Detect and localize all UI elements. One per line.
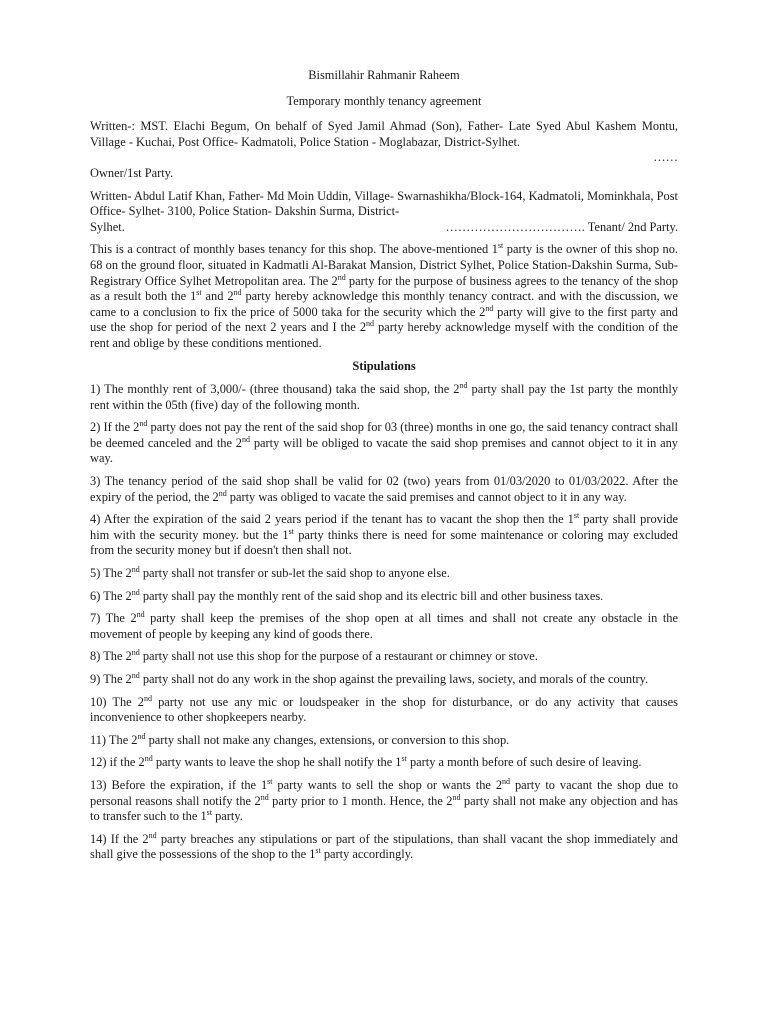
party2-dots: ……………………………. [445, 219, 585, 234]
party1-role: Owner/1st Party. [90, 165, 174, 180]
stipulation-8: 8) The 2nd party shall not use this shop for the purpose of a restaurant or chimney or stove. [90, 648, 538, 664]
stipulation-4: 4) After the expiration of the said 2 years period if the tenant has to vacant the shop then the 1st party shall provide him with the security money. but the 1st party thinks there is need for some maintenance or coloring may excluded from the security money but if doesn't then shall not. [90, 511, 679, 558]
stipulations-heading: Stipulations [352, 358, 416, 373]
stipulation-5: 5) The 2nd party shall not transfer or sub-let the said shop to anyone else. [90, 564, 450, 581]
stipulation-1: 1) The monthly rent of 3,000/- (three thousand) taka the said shop, the 2nd party shall pay the 1st party the monthly rent within the 05th (five) day of the following month. [90, 380, 679, 412]
document-subtitle: Temporary monthly tenancy agreement [286, 93, 482, 108]
stipulation-10: 10) The 2nd party not use any mic or loudspeaker in the shop for disturbance, or do any activity that causes inconvenience to other shopkeepers nearby. [90, 693, 678, 725]
party1-text: Written-: MST. Elachi Begum, On behalf of Syed Jamil Ahmad (Son), Father- Late Syed Abul Kashem Montu, Village - Kuchai, Post Office- Kadmatoli, Police Station - Moglabazar, District-Sylhet. [90, 119, 678, 149]
party1-paragraph [90, 119, 678, 181]
party2-text: Written- Abdul Latif Khan, Father- Md Moin Uddin, Village- Swarnashikha/Block-164, Kadmatoli, Mominkhala, Post Office- Sylhet- 3100, Police Station- Dakshin Surma, District- [90, 188, 678, 219]
party2-last-word: Sylhet. [90, 219, 125, 234]
party1-dots: …… [653, 150, 678, 165]
document-title: Bismillahir Rahmanir Raheem [308, 68, 460, 82]
stipulation-2: 2) If the 2nd party does not pay the rent of the said shop for 03 (three) months in one go, the said tenancy contract shall be deemed canceled and the 2nd party will be obliged to vacate the said shop premises and cannot object to it in any way. [90, 419, 678, 466]
stipulation-13: 13) Before the expiration, if the 1st party wants to sell the shop or wants the 2nd party to vacant the shop due to personal reasons shall notify the 2nd party prior to 1 month. Hence, the 2nd party shall not make any objection and has to transfer such to the 1st party. [90, 776, 679, 824]
stipulation-11: 11) The 2nd party shall not make any changes, extensions, or conversion to this shop. [90, 731, 510, 747]
stipulation-7: 7) The 2nd party shall keep the premises of the shop open at all times and shall not create any obstacle in the movement of people by keeping any kind of goods there. [90, 610, 678, 641]
party2-role: Tenant/ 2nd Party. [587, 219, 678, 234]
stipulation-3: 3) The tenancy period of the said shop shall be valid for 02 (two) years from 01/03/2020 to 01/03/2022. After the expiry of the period, the 2nd party was obliged to vacate the said premises and cannot object to it in any way. [90, 474, 678, 504]
stipulation-9: 9) The 2nd party shall not do any work in the shop against the prevailing laws, society, and morals of the country. [90, 670, 649, 686]
stipulation-14: 14) If the 2nd party breaches any stipulations or part of the stipulations, than shall vacant the shop immediately and shall give the possessions of the shop to the 1st party accordingly. [90, 830, 678, 862]
party2-paragraph [90, 189, 678, 236]
party2-last-line [90, 220, 678, 236]
document-page [90, 68, 678, 870]
stipulation-12: 12) if the 2nd party wants to leave the shop he shall notify the 1st party a month before of such desire of leaving. [90, 754, 642, 770]
stipulation-6: 6) The 2nd party shall pay the monthly rent of the said shop and its electric bill and other business taxes. [90, 587, 604, 603]
party2-dots-role [446, 220, 679, 236]
intro-paragraph: This is a contract of monthly bases tenancy for this shop. The above-mentioned 1st party is the owner of this shop no. 68 on the ground floor, situated in Kadmatli Al-Barakat Mansion, District Sylhet, Police Station-Dakshin Surma, Sub-Registrary Office Sylhet Metropolitan area. The 2nd party for the purpose of business agrees to the tenancy of the shop as a result both the 1st and 2nd party hereby acknowledge this monthly tenancy contract. and with the discussion, we came to a conclusion to fix the price of 5000 taka for the security which the 2nd party will give to the first party and use the shop for period of the next 2 years and I the 2nd party hereby acknowledge myself with the condition of the rent and oblige by these conditions mentioned. [90, 241, 679, 350]
